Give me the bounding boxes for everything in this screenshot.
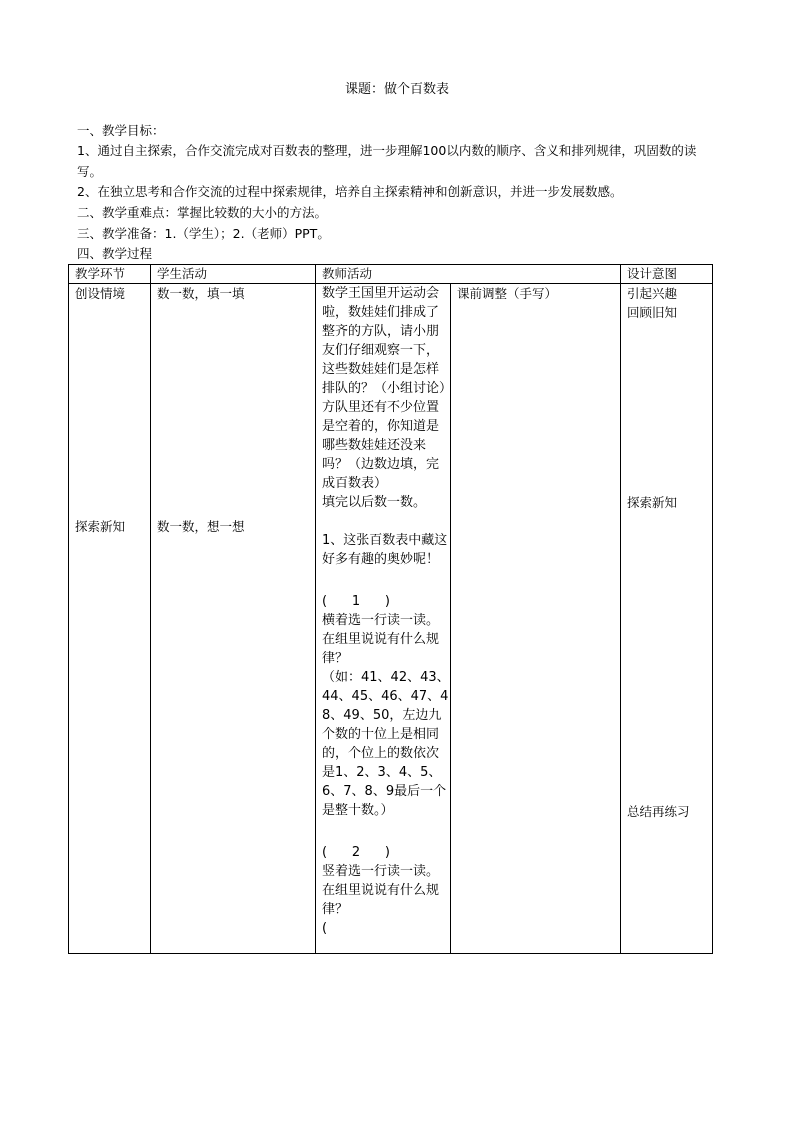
header-student: 学生活动 (151, 265, 316, 284)
teacher-text: 数学王国里开运动会啦，数娃娃们排成了整齐的方队，请小朋友们仔细观察一下，这些数娃娃们是怎样排队的？（小组讨论） (322, 286, 453, 396)
teacher-text: 竖着选一行读一读。在组里说说有什么规律？ (322, 864, 440, 917)
adjust-cell (451, 284, 621, 954)
header-teacher: 教师活动 (316, 265, 621, 284)
teacher-cell (316, 284, 451, 954)
stage-cell (69, 284, 151, 954)
intent-item: 引起兴趣 (627, 286, 678, 301)
student-activity-1: 数一数，填一填 (157, 286, 245, 301)
preparation: 三、教学准备：1.（学生）；2.（老师）PPT。 (77, 226, 330, 241)
goal-2: 2、在独立思考和合作交流的过程中探索规律，培养自主探索精神和创新意识，并进一步发展数感。 (77, 184, 623, 199)
teaching-process-table (68, 264, 713, 954)
teacher-text: ( (322, 921, 328, 936)
adjust-note: 课前调整（手写） (457, 286, 558, 301)
table-header-row (69, 265, 713, 284)
goal-1: 1、通过自主探索，合作交流完成对百数表的整理，进一步理解100以内数的顺序、含义和排列规律，巩固数的读写。 (77, 143, 697, 179)
header-intent: 设计意图 (621, 265, 713, 284)
student-cell (151, 284, 316, 954)
teacher-text: 1、这张百数表中藏这好多有趣的奥妙呢！ (322, 533, 448, 567)
teacher-text: 横着选一行读一读。在组里说说有什么规律？ (322, 613, 440, 666)
header-stage: 教学环节 (69, 265, 151, 284)
student-activity-2: 数一数，想一想 (157, 519, 245, 534)
intent-item: 总结再练习 (627, 804, 690, 819)
intent-cell (621, 284, 713, 954)
teacher-text: （如：41、42、43、44、45、46、47、48、49、50，左边九个数的十位上是相同的，个位上的数依次是1、2、3、4、5、6、7、8、9最后一个是整十数。） (322, 670, 450, 818)
page-title: 课题：做个百数表 (344, 82, 449, 97)
key-points: 二、教学重难点：掌握比较数的大小的方法。 (77, 205, 328, 220)
table-row (69, 284, 713, 954)
teacher-text: ( 2 ) (322, 845, 391, 860)
teacher-text: 方队里还有不少位置是空着的，你知道是哪些数娃娃还没来吗？（边数边填，完成百数表） (322, 400, 440, 491)
process-heading: 四、教学过程 (77, 246, 153, 261)
teacher-text: ( 1 ) (322, 594, 391, 609)
goals-heading: 一、教学目标： (77, 123, 165, 138)
stage-1-label: 创设情境 (75, 286, 126, 301)
stage-2-label: 探索新知 (75, 519, 126, 534)
intent-item: 回顾旧知 (627, 305, 678, 320)
teacher-text: 填完以后数一数。 (322, 495, 427, 510)
intent-item: 探索新知 (627, 495, 678, 510)
